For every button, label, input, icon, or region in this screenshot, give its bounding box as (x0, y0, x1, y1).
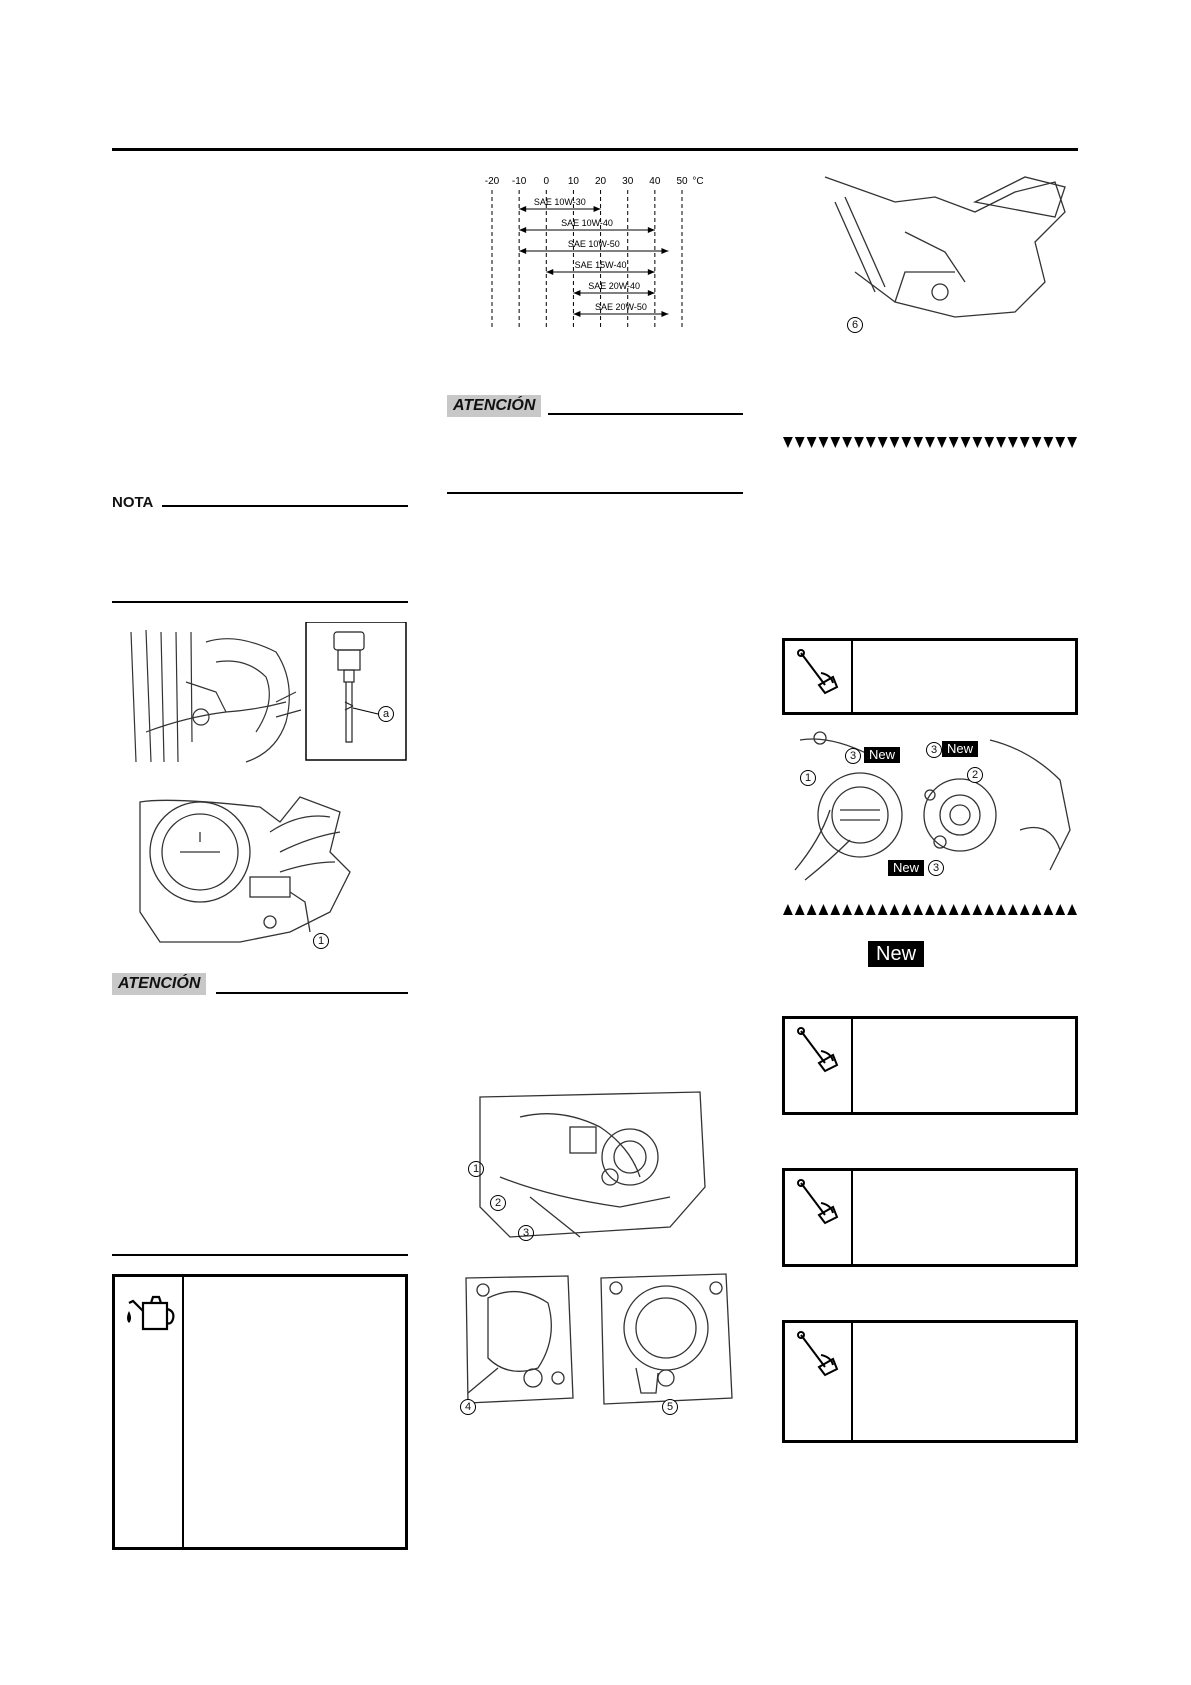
range-arrow-right (661, 311, 668, 317)
triangle-up (1043, 904, 1053, 915)
triangle-down (878, 437, 888, 448)
torque-wrench-icon (795, 1027, 841, 1075)
triangle-up (972, 904, 982, 915)
triangle-up (925, 904, 935, 915)
triangle-down (1008, 437, 1018, 448)
triangle-row-up (782, 903, 1078, 917)
triangle-down (890, 437, 900, 448)
series-label: SAE 10W-50 (567, 239, 620, 249)
torque-box-2 (782, 1016, 1078, 1115)
triangle-up (949, 904, 959, 915)
range-arrow-left (573, 290, 580, 296)
triangle-down (937, 437, 947, 448)
tick-label: -20 (484, 176, 500, 187)
range-arrow-left (519, 248, 526, 254)
crankcase-illustration (130, 792, 380, 952)
triangle-down (1020, 437, 1030, 448)
range-arrow-left (546, 269, 553, 275)
torque-box-4 (782, 1320, 1078, 1443)
callout-3-a: 3 (845, 748, 861, 764)
triangle-up (807, 904, 817, 915)
triangle-up (996, 904, 1006, 915)
torque-box-1 (782, 638, 1078, 715)
atencion-mid-rule (548, 413, 743, 415)
atencion-mid-end-rule (447, 492, 743, 494)
range-arrow-left (519, 206, 526, 212)
tick-label: 30 (622, 176, 634, 187)
oil-spec-box (112, 1274, 408, 1550)
series-label: SAE 15W-40 (574, 260, 627, 270)
triangle-up (937, 904, 947, 915)
triangle-down (972, 437, 982, 448)
torque-wrench-icon (795, 1179, 841, 1227)
triangle-up (819, 904, 829, 915)
tick-label: 50 (676, 176, 688, 187)
triangle-down (783, 437, 793, 448)
nota-rule (162, 505, 408, 507)
filter-cover-right-illustration (596, 1268, 736, 1418)
triangle-up (1055, 904, 1065, 915)
tick-label: -10 (511, 176, 527, 187)
range-arrow-right (648, 227, 655, 233)
callout-1-mid: 1 (468, 1161, 484, 1177)
unit-label: °C (692, 176, 704, 187)
series-label: SAE 10W-30 (533, 197, 586, 207)
triangle-row-down (782, 435, 1078, 449)
oil-can-icon (123, 1289, 175, 1333)
triangle-up (866, 904, 876, 915)
new-badge-bottom: New (888, 860, 924, 876)
dipstick-illustration (126, 622, 407, 772)
callout-1-filter: 1 (800, 770, 816, 786)
triangle-up (1032, 904, 1042, 915)
callout-3-b: 3 (926, 742, 942, 758)
triangle-up (1067, 904, 1077, 915)
atencion-mid-heading: ATENCIÓN (447, 395, 541, 417)
triangle-down (996, 437, 1006, 448)
tick-label: 10 (567, 176, 579, 187)
triangle-down (819, 437, 829, 448)
triangle-up (961, 904, 971, 915)
new-badge-inline: New (868, 941, 924, 967)
triangle-up (783, 904, 793, 915)
nota-end-rule (112, 601, 408, 603)
torque-wrench-icon (795, 1331, 841, 1379)
callout-a: a (378, 706, 394, 722)
tick-label: 0 (543, 176, 550, 187)
triangle-down (1032, 437, 1042, 448)
tick-label: 20 (595, 176, 607, 187)
triangle-up (984, 904, 994, 915)
torque-box-3 (782, 1168, 1078, 1267)
triangle-down (961, 437, 971, 448)
series-label: SAE 10W-40 (561, 218, 613, 228)
triangle-down (866, 437, 876, 448)
range-arrow-right (648, 290, 655, 296)
drain-bolts-illustration (470, 1087, 710, 1247)
series-label: SAE 20W-50 (594, 302, 647, 312)
new-badge-top-a: New (864, 747, 900, 763)
callout-3-mid: 3 (518, 1225, 534, 1241)
callout-2-mid: 2 (490, 1195, 506, 1211)
callout-4: 4 (460, 1399, 476, 1415)
new-badge-top-b: New (942, 741, 978, 757)
callout-2-filter: 2 (967, 767, 983, 783)
triangle-up (1020, 904, 1030, 915)
triangle-up (913, 904, 923, 915)
series-label: SAE 20W-40 (588, 281, 641, 291)
triangle-up (795, 904, 805, 915)
triangle-down (925, 437, 935, 448)
atencion-left-heading: ATENCIÓN (112, 973, 206, 995)
triangle-down (949, 437, 959, 448)
triangle-down (830, 437, 840, 448)
triangle-down (1055, 437, 1065, 448)
triangle-up (854, 904, 864, 915)
atencion-left-rule (216, 992, 408, 994)
range-arrow-left (519, 227, 526, 233)
range-arrow-left (573, 311, 580, 317)
triangle-down (1043, 437, 1053, 448)
triangle-up (901, 904, 911, 915)
triangle-up (890, 904, 900, 915)
page-top-rule (112, 148, 1078, 151)
range-arrow-right (661, 248, 668, 254)
range-arrow-right (594, 206, 601, 212)
triangle-down (842, 437, 852, 448)
triangle-down (901, 437, 911, 448)
footrest-illustration (815, 172, 1070, 332)
oil-filter-illustration (790, 730, 1080, 890)
callout-3-c: 3 (928, 860, 944, 876)
triangle-up (1008, 904, 1018, 915)
triangle-down (807, 437, 817, 448)
tick-label: 40 (649, 176, 661, 187)
triangle-up (830, 904, 840, 915)
range-arrow-right (648, 269, 655, 275)
triangle-down (913, 437, 923, 448)
torque-wrench-icon (795, 649, 841, 697)
triangle-up (878, 904, 888, 915)
triangle-down (854, 437, 864, 448)
oil-viscosity-chart (460, 172, 720, 334)
filter-cover-left-illustration (458, 1268, 578, 1418)
triangle-down (984, 437, 994, 448)
callout-5: 5 (662, 1399, 678, 1415)
atencion-left-end-rule (112, 1254, 408, 1256)
callout-1-drain: 1 (313, 933, 329, 949)
callout-6: 6 (847, 317, 863, 333)
triangle-up (842, 904, 852, 915)
nota-heading: NOTA (112, 494, 154, 511)
triangle-down (795, 437, 805, 448)
triangle-down (1067, 437, 1077, 448)
